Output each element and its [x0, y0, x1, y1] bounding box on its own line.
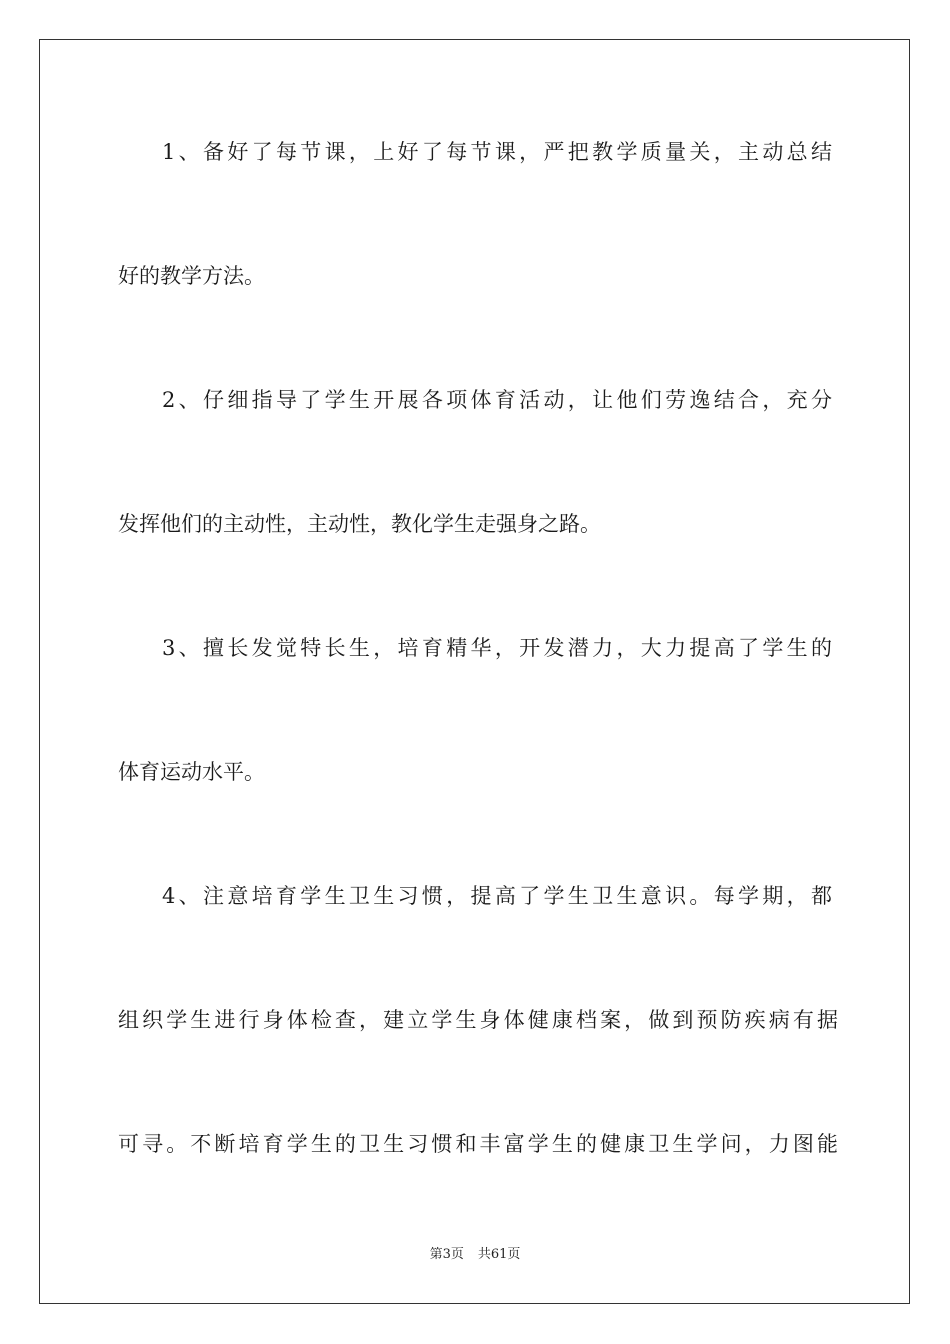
page-footer	[0, 1243, 950, 1262]
page-border	[39, 39, 910, 1304]
paragraph-2-line-2: 发挥他们的主动性，主动性，教化学生走强身之路。	[118, 512, 601, 536]
paragraph-3-line-1: 3、擅长发觉特长生，培育精华，开发潜力，大力提高了学生的	[162, 636, 832, 660]
paragraph-3-line-2: 体育运动水平。	[118, 760, 265, 784]
page-number: 第3页	[429, 1247, 464, 1262]
paragraph-1-line-1: 1、备好了每节课，上好了每节课，严把教学质量关，主动总结	[162, 140, 832, 164]
page-total: 共61页	[477, 1247, 521, 1262]
paragraph-4-line-1: 4、注意培育学生卫生习惯，提高了学生卫生意识。每学期，都	[162, 884, 832, 908]
paragraph-1-line-2: 好的教学方法。	[118, 264, 265, 288]
paragraph-4-line-2: 组织学生进行身体检查，建立学生身体健康档案，做到预防疾病有据	[118, 1008, 838, 1032]
paragraph-4-line-3: 可寻。不断培育学生的卫生习惯和丰富学生的健康卫生学问，力图能	[118, 1132, 838, 1156]
paragraph-2-line-1: 2、仔细指导了学生开展各项体育活动，让他们劳逸结合，充分	[162, 388, 832, 412]
